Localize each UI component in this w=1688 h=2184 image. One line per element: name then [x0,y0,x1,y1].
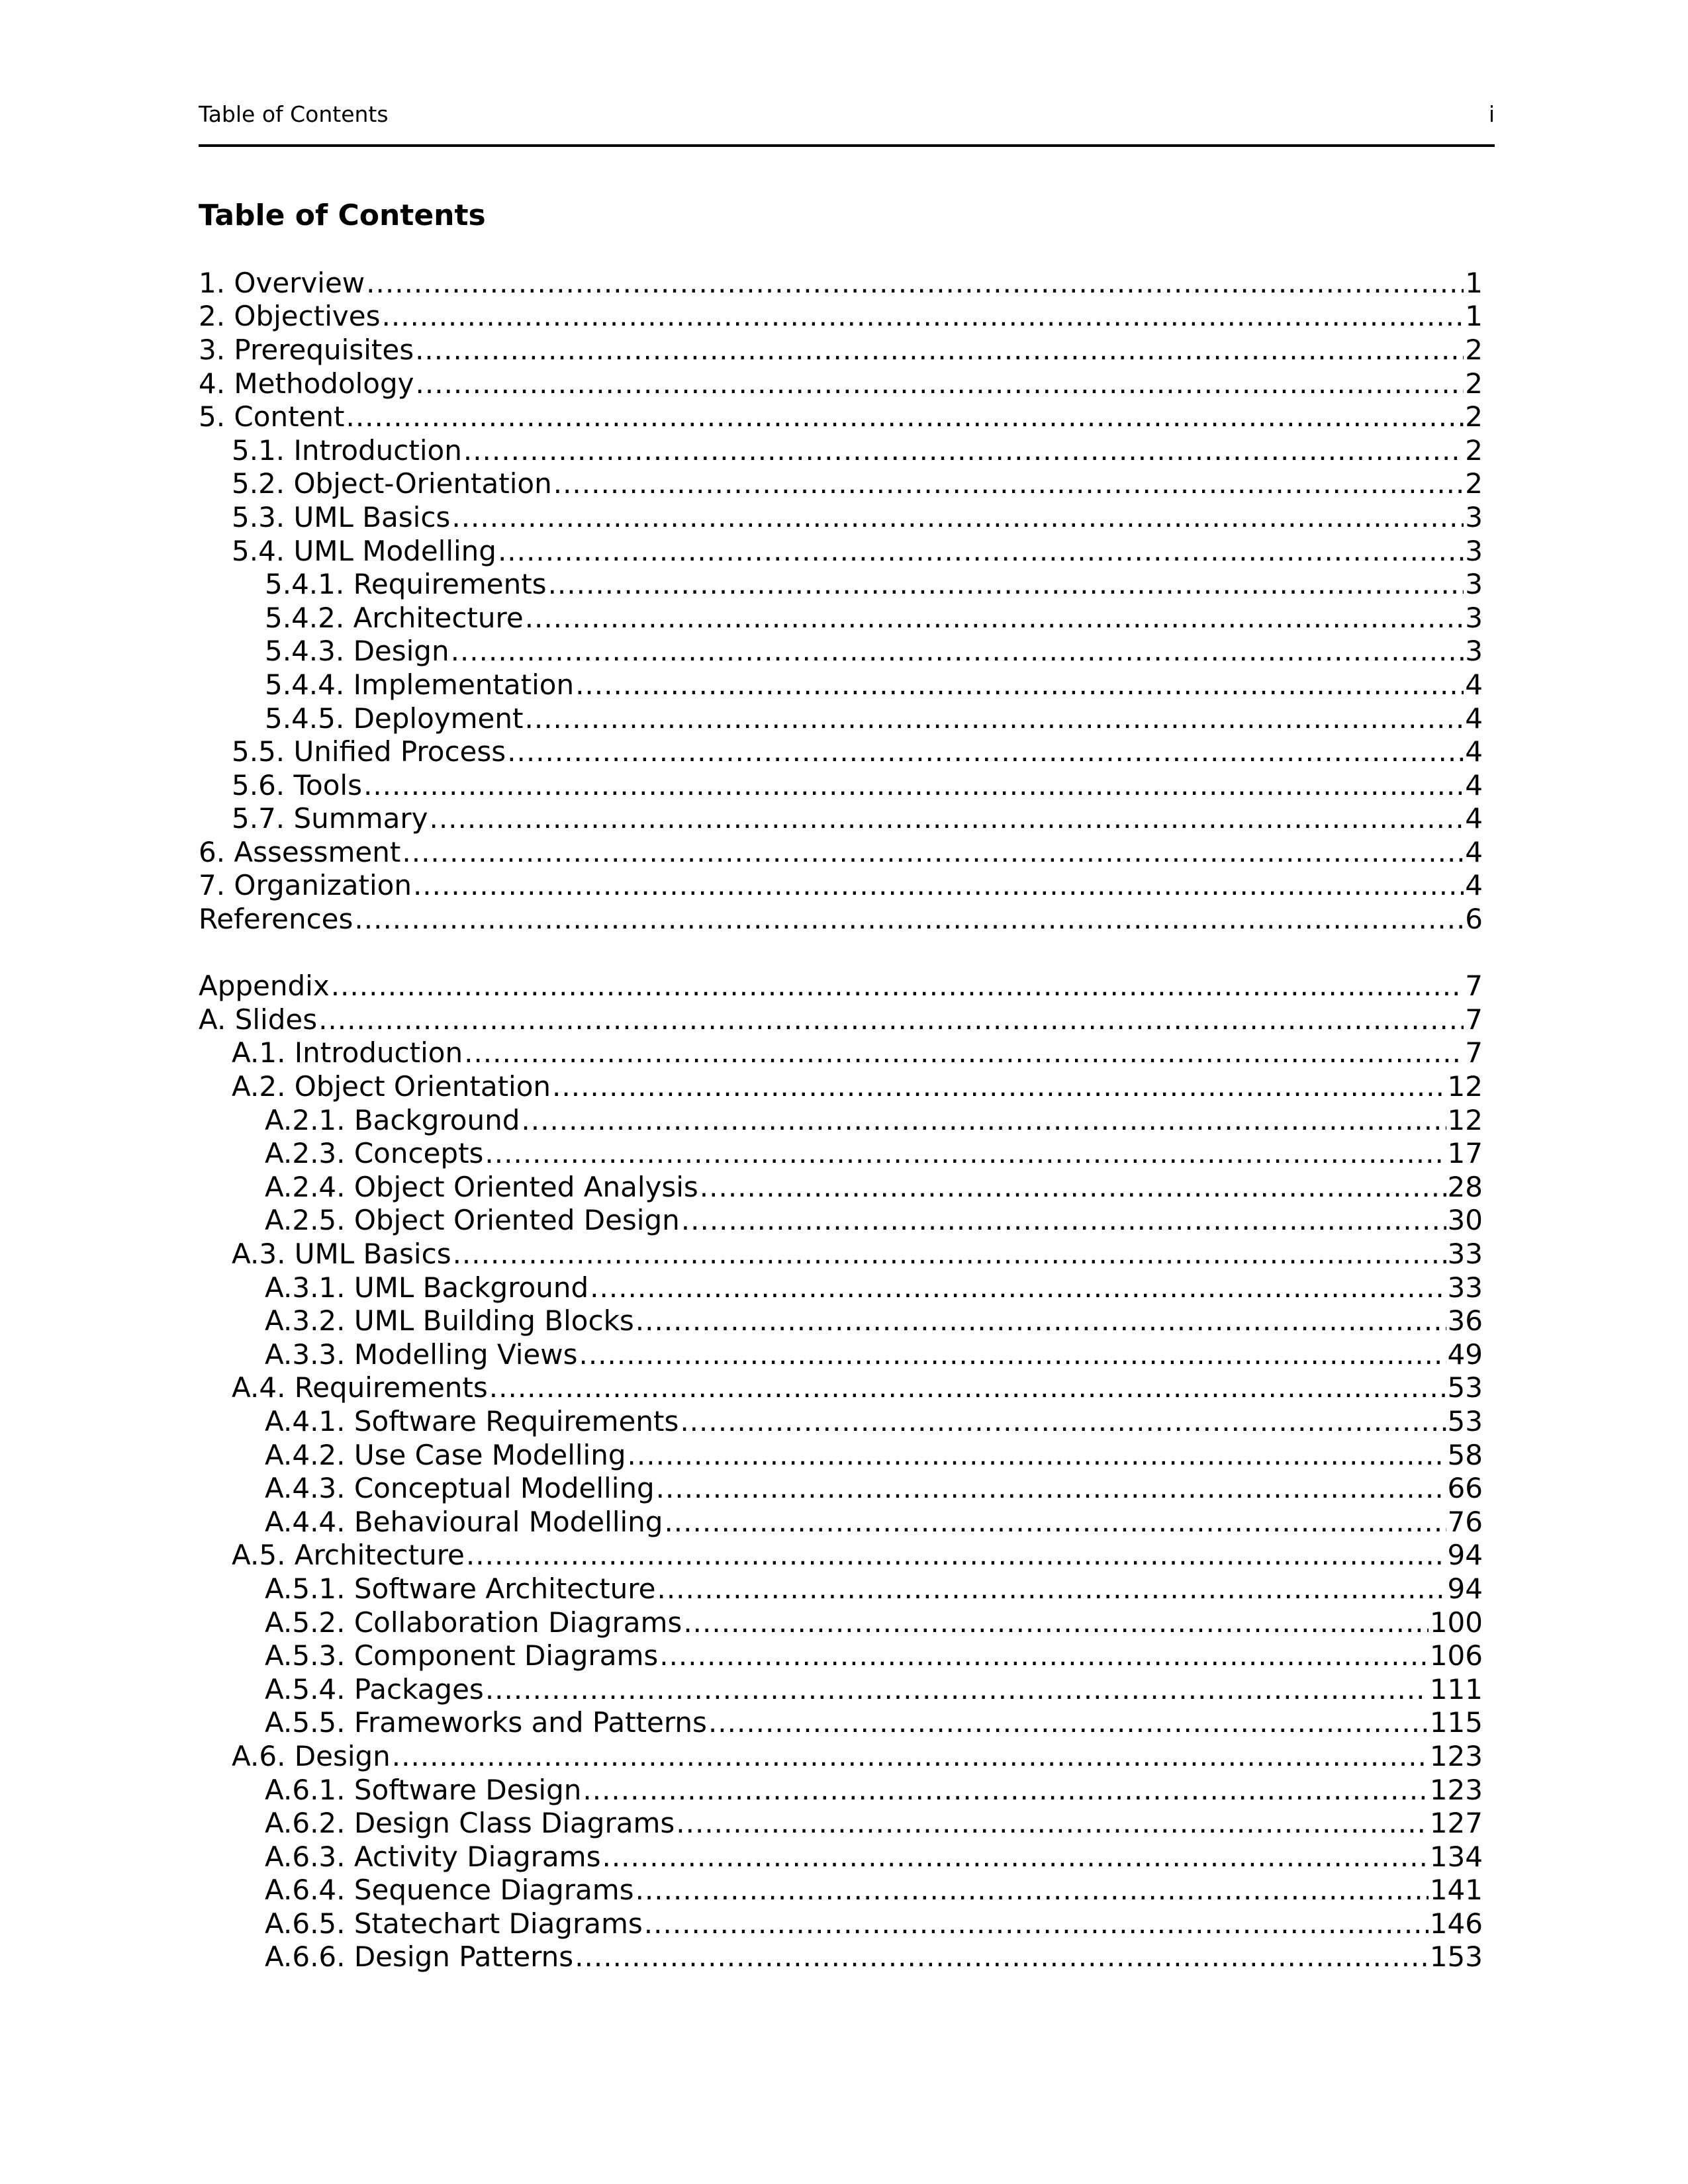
toc-entry-title: A.2.4. Object Oriented Analysis [265,1170,698,1203]
toc-entry[interactable] [199,1940,1483,1974]
toc-list [199,266,1483,1974]
header-divider [199,144,1495,147]
toc-entry[interactable] [199,433,1483,467]
toc-entry-title: 7. Organization [199,869,412,902]
toc-entry-title: A.4.1. Software Requirements [265,1404,679,1437]
toc-dot-leader [635,1874,1429,1906]
toc-entry[interactable] [199,668,1483,702]
toc-dot-leader [521,1104,1446,1136]
toc-dot-leader [708,1706,1429,1739]
toc-entry-title: 5.3. UML Basics [232,500,451,533]
toc-entry-page: 4 [1465,768,1483,801]
toc-entry-title: 5.1. Introduction [232,433,462,467]
toc-dot-leader [381,300,1464,332]
toc-entry[interactable] [199,1806,1483,1840]
toc-entry-title: A.6.4. Sequence Diagrams [265,1874,634,1907]
toc-entry-page: 30 [1447,1204,1483,1237]
toc-entry-title: A.6.2. Design Class Diagrams [265,1807,675,1840]
toc-entry-page: 4 [1465,702,1483,735]
toc-entry[interactable] [199,1471,1483,1505]
toc-entry-page: 127 [1429,1807,1483,1840]
toc-entry[interactable] [199,1773,1483,1807]
toc-entry-title: A.6.1. Software Design [265,1773,582,1806]
toc-dot-leader [683,1606,1429,1639]
toc-dot-leader [366,267,1464,299]
toc-entry-page: 4 [1465,869,1483,902]
toc-entry[interactable] [199,1840,1483,1874]
toc-entry-title: A.3. UML Basics [232,1238,451,1271]
toc-dot-leader [681,1204,1446,1236]
toc-entry-page: 94 [1447,1539,1483,1572]
toc-entry-page: 3 [1465,534,1483,567]
toc-dot-leader [680,1405,1446,1437]
toc-entry-title: A.4.3. Conceptual Modelling [265,1472,655,1505]
toc-entry-title: 5.4.5. Deployment [265,702,524,735]
toc-entry[interactable] [199,1907,1483,1940]
toc-entry-title: A.1. Introduction [232,1036,463,1069]
toc-entry-title: References [199,903,353,936]
toc-entry-page: 100 [1429,1606,1483,1639]
toc-entry[interactable] [199,768,1483,802]
page-number: i [1488,101,1495,127]
toc-entry[interactable] [199,835,1483,869]
toc-entry-page: 58 [1447,1438,1483,1471]
toc-entry-page: 2 [1465,433,1483,467]
toc-entry-page: 33 [1447,1238,1483,1271]
toc-entry[interactable] [199,802,1483,836]
toc-entry-title: A.3.1. UML Background [265,1271,589,1304]
toc-entry-title: A.6.6. Design Patterns [265,1940,574,1974]
toc-entry[interactable] [199,1103,1483,1137]
toc-entry-page: 3 [1465,568,1483,601]
toc-dot-leader [553,467,1464,500]
toc-entry-title: 3. Prerequisites [199,333,414,366]
toc-entry-title: A.4. Requirements [232,1371,488,1404]
toc-entry[interactable] [199,1237,1483,1271]
toc-dot-leader [575,668,1464,701]
toc-dot-leader [346,400,1464,433]
toc-entry[interactable] [199,635,1483,668]
toc-entry-page: 4 [1465,802,1483,835]
toc-entry[interactable] [199,1204,1483,1238]
toc-entry-page: 53 [1447,1404,1483,1437]
toc-entry-title: A.6.3. Activity Diagrams [265,1840,601,1873]
toc-entry[interactable] [199,1371,1483,1405]
toc-entry-page: 1 [1465,300,1483,333]
toc-entry-title: 4. Methodology [199,367,414,400]
toc-dot-leader [489,1371,1446,1404]
running-header-title: Table of Contents [199,101,389,127]
toc-entry[interactable] [199,1438,1483,1472]
toc-entry-page: 153 [1429,1940,1483,1974]
toc-dot-leader [579,1338,1446,1371]
toc-entry-page: 33 [1447,1271,1483,1304]
toc-entry[interactable] [199,567,1483,601]
toc-entry-page: 7 [1465,1036,1483,1069]
toc-entry-page: 3 [1465,635,1483,668]
toc-dot-leader [498,535,1464,567]
toc-entry-title: 5.6. Tools [232,768,362,801]
toc-entry-page: 2 [1465,333,1483,366]
toc-entry-page: 111 [1429,1672,1483,1706]
toc-entry[interactable] [199,1539,1483,1572]
toc-entry-title: 5.4.3. Design [265,635,449,668]
toc-entry[interactable] [199,534,1483,568]
toc-dot-leader [552,1070,1446,1103]
toc-entry[interactable] [199,1739,1483,1773]
toc-entry-title: Appendix [199,970,330,1003]
toc-entry-page: 66 [1447,1472,1483,1505]
toc-entry-title: 5.4.4. Implementation [265,668,575,701]
toc-dot-leader [657,1572,1446,1605]
toc-entry-title: 2. Objectives [199,300,381,333]
toc-entry[interactable] [199,1404,1483,1438]
toc-entry[interactable] [199,1505,1483,1539]
toc-dot-leader [659,1639,1429,1672]
toc-entry-title: A.5.3. Component Diagrams [265,1639,659,1672]
toc-entry[interactable] [199,869,1483,903]
toc-entry-title: A.2.3. Concepts [265,1137,484,1170]
toc-dot-leader [485,1137,1446,1169]
toc-entry[interactable] [199,1136,1483,1170]
toc-entry[interactable] [199,1572,1483,1606]
toc-dot-leader [429,802,1464,835]
toc-entry-page: 17 [1447,1137,1483,1170]
toc-entry-page: 49 [1447,1338,1483,1371]
toc-entry[interactable] [199,1338,1483,1371]
toc-entry-page: 2 [1465,367,1483,400]
toc-dot-leader [525,602,1464,634]
toc-dot-leader [583,1774,1428,1806]
toc-entry-title: 5. Content [199,400,345,433]
toc-entry[interactable] [199,1304,1483,1338]
toc-entry-page: 123 [1429,1739,1483,1772]
toc-entry-title: A.5.1. Software Architecture [265,1572,656,1605]
toc-entry-page: 1 [1465,266,1483,299]
toc-dot-leader [451,635,1464,667]
toc-entry-title: 5.7. Summary [232,802,428,835]
toc-entry-page: 106 [1429,1639,1483,1672]
toc-entry-page: 7 [1465,1003,1483,1036]
toc-dot-leader [453,1238,1446,1270]
toc-entry-title: 5.5. Unified Process [232,735,506,768]
toc-entry-title: A.3.3. Modelling Views [265,1338,578,1371]
toc-entry-page: 134 [1429,1840,1483,1873]
toc-entry[interactable] [199,400,1483,433]
toc-dot-leader [354,903,1464,935]
toc-dot-leader [416,367,1464,400]
toc-dot-leader [466,1539,1446,1571]
toc-entry-title: A.6.5. Statechart Diagrams [265,1907,643,1940]
toc-entry-page: 3 [1465,500,1483,533]
toc-dot-leader [318,1003,1464,1036]
toc-dot-leader [507,735,1464,768]
toc-entry-page: 115 [1429,1706,1483,1739]
toc-entry-title: A.2. Object Orientation [232,1070,551,1103]
toc-entry-title: A.3.2. UML Building Blocks [265,1304,634,1338]
toc-entry[interactable] [199,467,1483,501]
toc-entry-title: 5.4.2. Architecture [265,601,524,634]
toc-entry-page: 4 [1465,735,1483,768]
toc-dot-leader [485,1673,1429,1706]
toc-entry[interactable] [199,1672,1483,1706]
toc-entry[interactable] [199,1706,1483,1740]
toc-entry[interactable] [199,1069,1483,1103]
toc-entry-page: 12 [1447,1070,1483,1103]
toc-entry-page: 36 [1447,1304,1483,1338]
toc-entry[interactable] [199,367,1483,400]
toc-dot-leader [451,501,1464,533]
toc-dot-leader [628,1439,1446,1471]
toc-entry[interactable] [199,266,1483,300]
toc-dot-leader [590,1271,1446,1304]
toc-entry[interactable] [199,333,1483,367]
toc-entry-title: 5.4.1. Requirements [265,568,547,601]
toc-dot-leader [415,334,1464,366]
toc-entry[interactable] [199,1606,1483,1639]
toc-entry-title: 5.2. Object-Orientation [232,467,552,500]
toc-dot-leader [575,1940,1429,1973]
toc-entry[interactable] [199,902,1483,936]
toc-heading: Table of Contents [199,199,486,232]
toc-dot-leader [676,1807,1429,1839]
toc-entry-page: 28 [1447,1170,1483,1203]
toc-dot-leader [413,869,1464,901]
toc-dot-leader [635,1304,1446,1337]
toc-entry-page: 2 [1465,467,1483,500]
toc-entry-page: 3 [1465,601,1483,634]
toc-entry[interactable] [199,735,1483,768]
running-header [199,99,1495,127]
toc-entry[interactable] [199,300,1483,334]
toc-entry-title: A.5. Architecture [232,1539,465,1572]
toc-dot-leader [402,836,1464,868]
toc-entry-title: A.5.2. Collaboration Diagrams [265,1606,682,1639]
toc-dot-leader [602,1841,1428,1873]
toc-entry-page: 4 [1465,835,1483,868]
toc-entry-title: 1. Overview [199,266,365,299]
toc-entry-title: A.4.2. Use Case Modelling [265,1438,626,1471]
toc-entry[interactable] [199,702,1483,735]
toc-entry[interactable] [199,1874,1483,1907]
toc-dot-leader [331,970,1464,1002]
toc-entry[interactable] [199,1639,1483,1672]
toc-dot-leader [463,434,1464,467]
toc-entry-title: A.5.5. Frameworks and Patterns [265,1706,707,1739]
toc-dot-leader [644,1907,1429,1940]
toc-entry-page: 7 [1465,970,1483,1003]
toc-entry-page: 94 [1447,1572,1483,1605]
toc-entry[interactable] [199,969,1483,1003]
toc-entry-page: 4 [1465,668,1483,701]
toc-entry-page: 2 [1465,400,1483,433]
toc-entry-title: A.6. Design [232,1739,391,1772]
toc-entry[interactable] [199,1036,1483,1070]
toc-dot-leader [700,1171,1446,1203]
toc-dot-leader [392,1740,1429,1772]
toc-entry-page: 146 [1429,1907,1483,1940]
toc-entry-page: 6 [1465,903,1483,936]
toc-entry[interactable] [199,601,1483,635]
toc-entry-title: A.2.1. Background [265,1103,520,1136]
toc-entry[interactable] [199,1003,1483,1036]
toc-entry-title: 6. Assessment [199,835,401,868]
toc-entry-title: A.5.4. Packages [265,1672,484,1706]
toc-entry[interactable] [199,1271,1483,1304]
toc-entry-page: 123 [1429,1773,1483,1806]
toc-entry-page: 141 [1429,1874,1483,1907]
toc-entry-page: 76 [1447,1505,1483,1538]
toc-entry-page: 53 [1447,1371,1483,1404]
toc-dot-leader [548,568,1464,600]
toc-entry-title: 5.4. UML Modelling [232,534,496,567]
toc-dot-leader [656,1472,1446,1504]
toc-entry-title: A.2.5. Object Oriented Design [265,1204,680,1237]
toc-dot-leader [664,1506,1446,1538]
toc-dot-leader [524,702,1464,735]
toc-dot-leader [464,1036,1464,1069]
toc-entry-page: 12 [1447,1103,1483,1136]
toc-dot-leader [363,769,1464,801]
toc-entry[interactable] [199,1170,1483,1204]
toc-entry[interactable] [199,500,1483,534]
toc-entry-title: A. Slides [199,1003,318,1036]
toc-entry-title: A.4.4. Behavioural Modelling [265,1505,663,1538]
